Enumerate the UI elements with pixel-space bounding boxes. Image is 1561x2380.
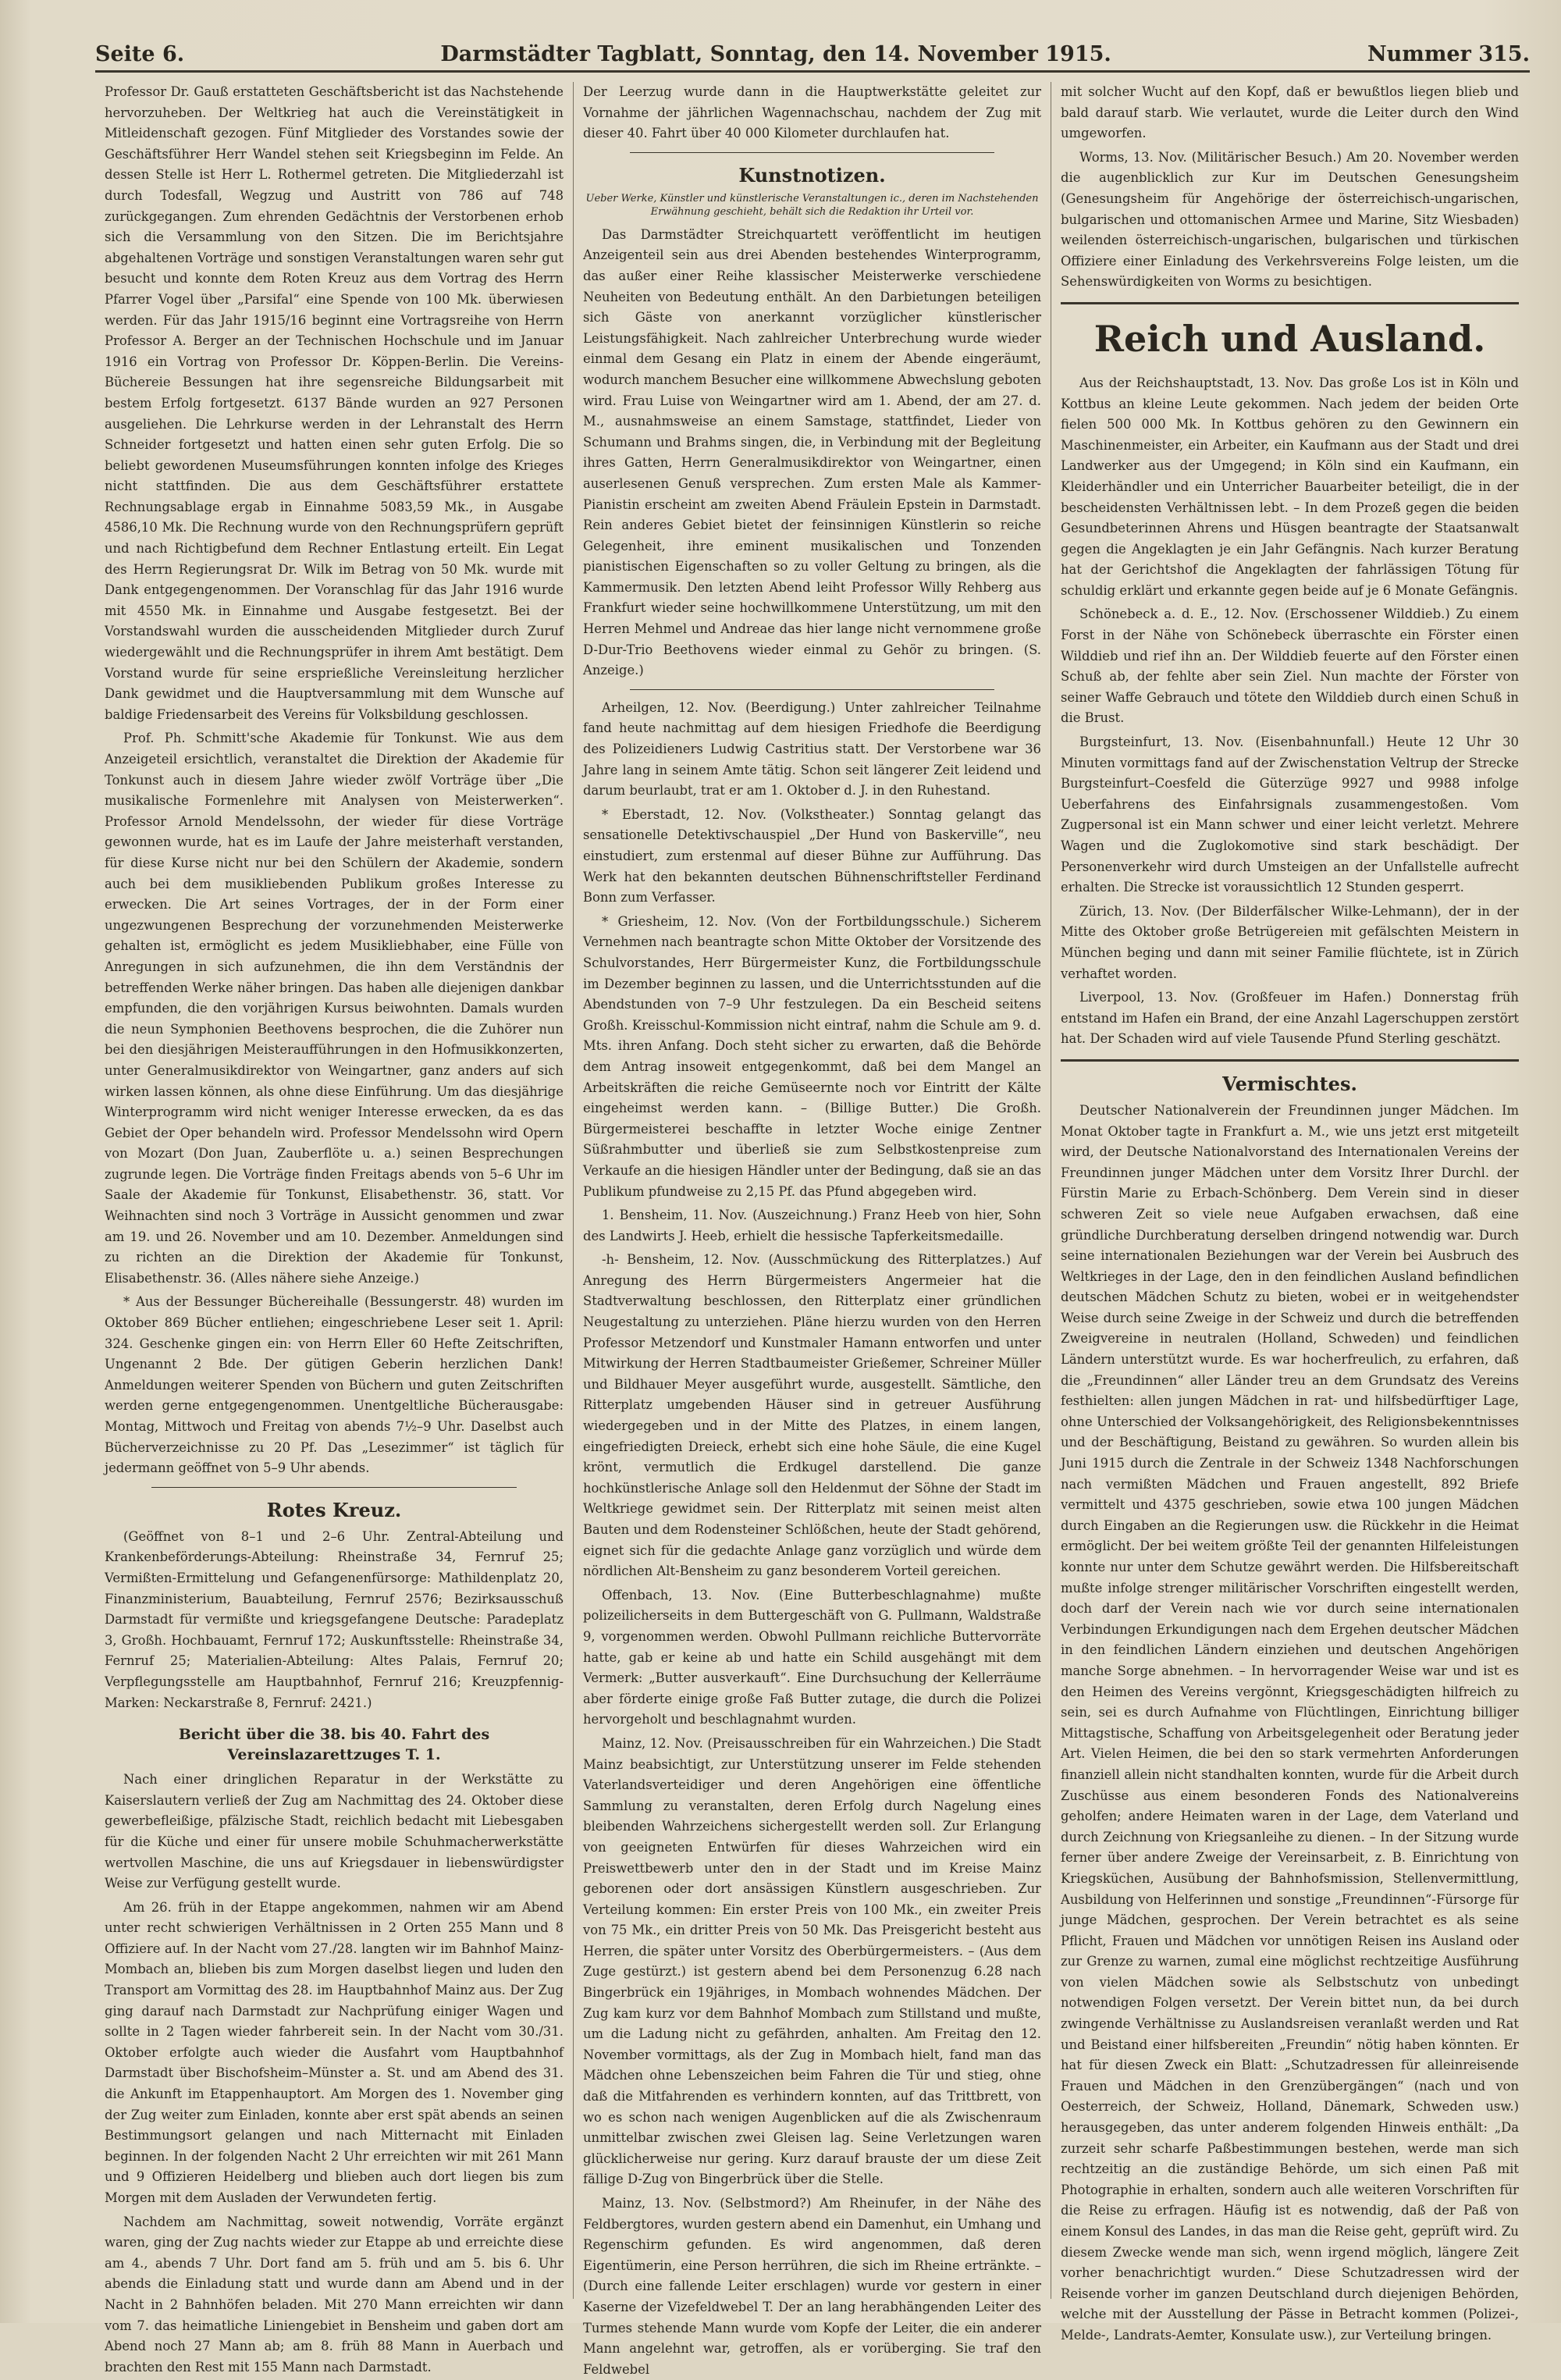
editorial-note: Ueber Werke, Künstler und künstlerische Veranstaltungen ic., deren im Nachstehenden Erwähnung geschieht, behält sich die Redaktion ihr Urteil vor. [585,192,1039,218]
article-paragraph: Professor Dr. Gauß erstatteten Geschäftsbericht ist das Nachstehende hervorzuheben. Der Weltkrieg hat auch die Vereinstätigkeit in Mitleidenschaft gezogen. Fünf Mitglieder des Vorstandes sowie der Geschäftsführer Herr Wandel stehen seit Kriegsbeginn im Felde. An dessen Stelle ist Herr L. Rothermel getreten. Die Mitgliederzahl ist durch Todesfall, Wegzug und Austritt von 786 auf 748 zurückgegangen. Zum ehrenden Gedächtnis der Verstorbenen erhob sich die Versammlung von den Sitzen. Die im Berichtsjahre abgehaltenen Vorträge und sonstigen Veranstaltungen waren sehr gut besucht und konnte dem Roten Kreuz aus dem Vortrag des Herrn Pfarrer Vogel über „Parsifal“ eine Spende von 100 Mk. überwiesen werden. Für das Jahr 1915/16 beginnt eine Vortragsreihe von Herrn Professor A. Berger an der Technischen Hochschule und im Januar 1916 ein Vortrag von Professor Dr. Köppen-Berlin. Die Vereins-Büchereie Bessungen hat ihre segensreiche Bildungsarbeit mit bestem Erfolg fortgesetzt. 6137 Bände wurden an 927 Personen ausgeliehen. Die Lehrkurse werden in der Lehranstalt des Herrn Schneider fortgesetzt und hatten einen sehr guten Erfolg. Die so beliebt gewordenen Museumsführungen konnten infolge des Krieges nicht stattfinden. Die aus dem Geschäftsführer erstattete Rechnungsablage ergab in Einnahme 5083,59 Mk., in Ausgabe 4586,10 Mk. Die Rechnung wurde von den Rechnungsprüfern geprüft und nach Richtigbefund dem Rechner Entlastung erteilt. Ein Legat des Herrn Regierungsrat Dr. Wilk im Betrag von 50 Mk. wurde mit Dank entgegengenommen. Der Voranschlag für das Jahr 1916 wurde mit 4550 Mk. in Einnahme und Ausgabe festgesetzt. Bei der Vorstandswahl wurden die ausscheidenden Mitglieder durch Zuruf wiedergewählt und die Rechnungsprüfer in ihrem Amt bestätigt. Dem Vorstand wurde für seine ersprießliche Vereinsleitung herzlicher Dank gewidmet und die Hauptversammlung mit dem Wunsche auf baldige Friedensarbeit des Vereins für Volksbildung geschlossen. [105,84,564,722]
article-paragraph: mit solcher Wucht auf den Kopf, daß er bewußtlos liegen blieb und bald darauf starb. Wie verlautet, wurde die Leiter durch den Wind umgeworfen. [1061,84,1519,141]
newspaper-title: Darmstädter Tagblatt, Sonntag, den 14. November 1915. [440,42,1111,66]
article-paragraph: (Geöffnet von 8–1 und 2–6 Uhr. Zentral-Abteilung und Krankenbeförderungs-Abteilung: Rheinstraße 34, Fernruf 25; Vermißten-Ermittelung und Gefangenenfürsorge: Mathildenplatz 20, Finanzministerium, Bauabteilung, Fernruf 2576; Bezirksausschuß Darmstadt für vermißte und kriegsgefangene Deutsche: Paradeplatz 3, Großh. Hochbauamt, Fernruf 172; Auskunftsstelle: Rheinstraße 34, Fernruf 25; Materialien-Abteilung: Altes Palais, Fernruf 20; Verpflegungsstelle am Hauptbahnhof, Fernruf 216; Kreuzpfennig-Marken: Neckarstraße 8, Fernruf: 2421.) [105,1528,564,1710]
article-paragraph: Nach einer dringlichen Reparatur in der Werkstätte zu Kaiserslautern verließ der Zug am Nachmittag des 24. Oktober diese gewerbefleißige, pfälzische Stadt, reichlich bedacht mit Liebesgaben für die Küche und einer für unsere mobile Schuhmacherwerkstätte wertvollen Maschine, die uns auf Kriegsdauer in liebenswürdigster Weise zur Verfügung gestellt wurde. [105,1772,564,1891]
section-heading-reich-und-ausland: Reich und Ausland. [1093,317,1486,360]
article-paragraph: -h- Bensheim, 12. Nov. (Ausschmückung des Ritterplatzes.) Auf Anregung des Herrn Bürgermeisters Angermeier hat die Stadtverwaltung beschlossen, den Ritterplatz einer gründlichen Neugestaltung zu unterziehen. Pläne hierzu wurden von den Herren Professor Metzendorf und Kunstmaler Hamann entworfen und unter Mitwirkung der Herren Stadtbaumeister Grießemer, Schreiner Müller und Bildhauer Meyer ausgeführt wurde, ausgestellt. Sämtliche, den Ritterplatz umgebenden Häuser sind in getreuer Ausführung wiedergegeben und in der Mitte des Platzes, in einem langen, eingefriedigten Dreieck, erhebt sich eine hohe Säule, die eine Kugel krönt, vermutlich die Erdkugel darstellend. Die ganze hochkünstlerische Anlage soll den Heldenmut der Söhne der Stadt im Weltkriege gewidmet sein. Der Ritterplatz mit seinen meist alten Bauten und dem Rodensteiner Schlößchen, heute der Stadt gehörend, eignet sich für die gedachte Anlage ganz vorzüglich und würde dem nördlichen Alt-Bensheim zu ganz besonderem Vorteil gereichen. [583,1252,1041,1579]
masthead [95,42,1530,73]
article-paragraph: Prof. Ph. Schmitt'sche Akademie für Tonkunst. Wie aus dem Anzeigeteil ersichtlich, veranstaltet die Direktion der Akademie für Tonkunst auch in diesem Jahre wieder zwölf Vorträge über „Die musikalische Formenlehre mit Analysen von Meisterwerken“. Professor Arnold Mendelssohn, der wieder für diese Vorträge gewonnen wurde, hat es im Laufe der Jahre meisterhaft verstanden, für diese Kurse nicht nur bei den Schülern der Akademie, sondern auch bei dem musikliebenden Publikum großes Interesse zu erwecken. Die Art seines Vortrages, der in der Form einer ungezwungenen Besprechung der vorzunehmenden Meisterwerke gehalten ist, ermöglicht es jedem Musikliebhaber, eine Fülle von Anregungen in sich aufzunehmen, die ihn dem Verständnis der betreffenden Werke näher bringen. Das haben alle diejenigen dankbar empfunden, die den vorjährigen Kursus beiwohnten. Damals wurden die neun Symphonien Beethovens besprochen, die die Zuhörer nun bei den diesjährigen Meisteraufführungen in den Hofmusikkonzerten, unter Generalmusikdirektor von Weingartner, ganz anders auf sich wirken lassen können, als ohne diese Einführung. Um das diesjährige Winterprogramm wird nicht weniger Interesse erwecken, da es das Gebiet der Oper behandeln wird. Professor Mendelssohn wird Opern von Mozart (Don Juan, Zauberflöte u. a.) seinen Besprechungen zugrunde legen. Die Vorträge finden Freitags abends von 5–6 Uhr im Saale der Akademie für Tonkunst, Elisabethenstr. 36, statt. Vor Weihnachten sind noch 3 Vorträge in Aussicht genommen und zwar am 19. und 26. November und am 10. Dezember. Anmeldungen sind zu richten an die Direktion der Akademie für Tonkunst, Elisabethenstr. 36. (Alles nähere siehe Anzeige.) [105,731,564,1286]
article-paragraph: Am 26. früh in der Etappe angekommen, nahmen wir am Abend unter recht schwierigen Verhältnissen in 2 Orten 255 Mann und 8 Offiziere auf. In der Nacht vom 27./28. langten wir im Bahnhof Mainz-Mombach an, blieben bis zum Morgen daselbst liegen und luden den Transport am Vormittag des 28. im Hauptbahnhof Mainz aus. Der Zug ging darauf nach Darmstadt zur Nachprüfung einiger Wagen und sollte in 2 Tagen wieder fahrbereit sein. In der Nacht vom 30./31. Oktober erfolgte auch wieder die Ausfahrt vom Hauptbahnhof Darmstadt über Bischofsheim–Münster a. St. und am Abend des 31. die Ankunft im Etappenhauptort. Am Morgen des 1. November ging der Zug weiter zum Einladen, konnte aber erst spät abends an seinen Bestimmungsort gelangen und nach Mitternacht mit Einladen beginnen. In der folgenden Nacht 2 Uhr erreichten wir mit 261 Mann und 9 Offizieren Heidelberg und blieben auch dort liegen bis zum Morgen mit dem Ausladen der Verwundeten fertig. [105,1899,564,2205]
column-3 [1051,82,1528,2343]
article-paragraph: Worms, 13. Nov. (Militärischer Besuch.) Am 20. November werden die augenblicklich zur Kur im Deutschen Genesungsheim (Genesungsheim für Angehörige der österreichisch-ungarischen, bulgarischen und ottomanischen Armee und Marine, Sitz Wiesbaden) weilenden österreichisch-ungarischen, bulgarischen und türkischen Offiziere einer Einladung des Verkehrsvereins Folge leisten, um die Sehenswürdigkeiten von Worms zu besichtigen. [1061,149,1519,290]
page-number: Seite 6. [95,42,185,66]
article-paragraph: Das Darmstädter Streichquartett veröffentlicht im heutigen Anzeigenteil sein aus drei Abenden bestehendes Winterprogramm, das außer einer Reihe klassischer Meisterwerke verschiedene Neuheiten von Bedeutung enthält. An den Darbietungen beteiligen sich Gäste von anerkannt vorzüglicher künstlerischer Leistungsfähigkeit. Nach zahlreicher Unterbrechung wurde wieder einmal dem Gesang ein Platz in einem der Abende eingeräumt, wodurch manchem Besucher eine willkommene Abwechslung geboten wird. Frau Luise von Weingartner wird am 1. Abend, der am 27. d. M., ausnahmsweise an einem Samstage, stattfindet, Lieder von Schumann und Brahms singen, die, in Verbindung mit der Begleitung ihres Gatten, Herrn Generalmusikdirektor von Weingartner, einen auserlesenen Genuß versprechen. Zum ersten Male als Kammer-Pianistin erscheint am zweiten Abend Fräulein Epstein in Darmstadt. Rein anderes Gebiet bietet der feinsinnigen Künstlerin so reiche Gelegenheit, ihre eminent musikalischen und Tonzenden pianistischen Eigenschaften so zu voller Geltung zu bringen, als die Kammermusik. Den letzten Abend leiht Professor Willy Rehberg aus Frankfurt wieder seine hochwillkommene Unterstützung, um mit den Herren Mehmel und Andreae das hier lange nicht vernommene große D-Dur-Trio Beethovens wieder einmal zu Gehör zu bringen. (S. Anzeige.) [583,226,1041,678]
divider [630,152,994,153]
article-paragraph: Deutscher Nationalverein der Freundinnen junger Mädchen. Im Monat Oktober tagte in Frankfurt a. M., wie uns jetzt erst mitgeteilt wird, der Deutsche Nationalvorstand des Internationalen Vereins der Freundinnen junger Mädchen unter dem Vorsitz Ihrer Durchl. der Fürstin Marie zu Erbach-Schönberg. Dem Verein sind in dieser schweren Zeit so viele neue Aufgaben erwachsen, daß eine gründliche Durchberatung derselben dringend notwendig war. Durch seine internationalen Beziehungen war der Verein bei Ausbruch des Weltkrieges in der Lage, den in den feindlichen Ausland befindlichen deutschen Mädchen Schutz zu bieten, wobei er in weitgehendster Weise durch seine Zweige in der Schweiz und durch die betreffenden Zweigvereine in neutralen (Holland, Schweden) und feindlichen Ländern unterstützt wurde. Es war hocherfreulich, zu erfahren, daß die „Freundinnen“ aller Länder treu an dem Grundsatz des Vereins festhielten: allen jungen Mädchen in rat- und hilfsbedürftiger Lage, ohne Unterschied der Volksangehörigkeit, des Religionsbekenntnisses und der Beschäftigung, Beistand zu gewähren. So wurden allein bis Juni 1915 durch die Zentrale in der Schweiz 1348 Nachforschungen nach vermißten Mädchen und Frauen angestellt, 892 Briefe vermittelt und 4375 geschrieben, sowie etwa 100 jungen Mädchen durch Eingaben an die Regierungen usw. die Rückkehr in die Heimat ermöglicht. Der bei weitem größte Teil der genannten Hilfeleistungen konnte nur unter dem Schutze gewährt werden. Die Hilfsbereitschaft mußte infolge strenger militärischer Vorschriften eingestellt werden, doch darf der Verein nach wie vor durch seine internationalen Verbindungen Erkundigungen nach dem Ergehen deutscher Mädchen in den feindlichen Ländern einziehen und deutschen Angehörigen manche Sorge abnehmen. – In hervorragender Weise war und ist es den Heimen des Vereins vergönnt, Kriegsgeschädigten hilfreich zu sein, sei es durch Aufnahme von Flüchtlingen, Einrichtung billiger Mittagstische, Schaffung von Arbeitsgelegenheit oder Beratung jeder Art. Vielen Heimen, die bei den so stark vermehrten Anforderungen finanziell allein nicht standhalten konnten, wurde für die Arbeit durch Zuschüsse aus einem besonderen Fonds des Nationalvereins geholfen; andere Heimaten waren in der Lage, dem Vaterland und durch Zeichnung von Kriegsanleihe zu dienen. – In der Sitzung wurde ferner über andere Zweige der Vereinsarbeit, z. B. Einrichtung von Kriegsküchen, Ausübung der Bahnhofsmission, Stellenvermittlung, Ausbildung von Helferinnen und sonstige „Freundinnen“-Fürsorge für junge Mädchen, gesprochen. Der Verein betrachtet es als seine Pflicht, Frauen und Mädchen vor unnötigen Reisen ins Ausland oder zur Grenze zu warnen, zumal eine möglichst rechtzeitige Ausführung von vielen Mädchen sowie als Selbstschutz von unbedingt notwendigen Folgen versetzt. Der Verein bittet nun, da bei durch zwingende Verhältnisse zu Auslandsreisen veranlaßt werden und Rat und Beistand einer hilfsbereiten „Freundin“ nötig haben könnten. Er hat für diesen Zweck ein Blatt: „Schutzadressen für alleinreisende Frauen und Mädchen in den Grenzübergängen“ (nach und von Oesterreich, der Schweiz, Holland, Dänemark, Schweden usw.) herausgegeben, das unter anderem folgenden Hinweis enthält: „Da zurzeit sehr scharfe Paßbestimmungen bestehen, werde man sich rechtzeitig an die zuständige Behörde, um sich einen Paß mit Photographie in erhalten, sondern auch alle weiteren Vorschriften für die Reise zu erfragen. Häufig ist es notwendig, daß der Paß von einem Konsul des Landes, in das man die Reise geht, geprüft wird. Zu diesem Zwecke wende man sich, wenn irgend möglich, längere Zeit vorher benachrichtigt wurden.“ Diese Schutzadressen wird der Reisende vorher im ganzen Deutschland durch diejenigen Behörden, welche mit der Ausstellung der Pässe in Betracht kommen (Polizei-, Melde-, Landrats-Aemter, Konsulate usw.), zur Verteilung bringen. [1061,1102,1519,2343]
article-paragraph: Mainz, 12. Nov. (Preisausschreiben für ein Wahrzeichen.) Die Stadt Mainz beabsichtigt, zur Unterstützung unserer im Felde stehenden Vaterlandsverteidiger und deren Angehörigen eine öffentliche Sammlung zu veranstalten, deren Erfolg durch Nagelung eines bleibenden Wahrzeichens sichergestellt werden soll. Zur Erlangung von geeigneten Entwürfen für dieses Wahrzeichen wird ein Preiswettbewerb unter den in der Stadt und im Kreise Mainz geborenen oder dort ansässigen Künstlern ausgeschrieben. Zur Verteilung kommen: Ein erster Preis von 100 Mk., ein zweiter Preis von 75 Mk., ein dritter Preis von 50 Mk. Das Preisgericht besteht aus Herren, die später unter Vorsitz des Oberbürgermeisters. – (Aus dem Zuge gestürzt.) ist gestern abend bei dem Personenzug 6.28 nach Bingerbrück ein 19jähriges, in Mombach wohnendes Mädchen. Der Zug kam kurz vor dem Bahnhof Mombach zum Stillstand und mußte, um die Ladung nicht zu gefährden, anhalten. Am Freitag den 12. November vormittags, als der Zug in Mombach hielt, fand man das Mädchen ohne Lebenszeichen beim Fahren die Tür und stieg, ohne daß die Mitfahrenden es verhindern konnten, auf das Trittbrett, von wo es schon nach wenigen Augenblicken auf die als Zwischenraum unmittelbar zwischen zwei Gleisen lag. Seine Verletzungen waren glücklicherweise nur gering. Kurz darauf brauste der um diese Zeit fällige D-Zug von Bingerbrück über die Stelle. [583,1735,1041,2187]
article-paragraph: Mainz, 13. Nov. (Selbstmord?) Am Rheinufer, in der Nähe des Feldbergtores, wurden gestern abend ein Damenhut, ein Umhang und Regenschirm gefunden. Es wird angenommen, daß deren Eigentümerin, eine Person herrühren, die sich im Rheine ertränkte. – (Durch eine fallende Leiter erschlagen) wurde vor gestern in einer Kaserne der Vizefeldwebel T. Der an lang herabhängenden Leiter des Turmes stehende Mann wurde vom Kopfe der Leiter, die ein anderer Mann angelehnt war, getroffen, als er vorüberging. Sie traf den Feldwebel [583,2196,1041,2377]
article-paragraph: * Aus der Bessunger Büchereihalle (Bessungerstr. 48) wurden im Oktober 869 Bücher entliehen; eingeschriebene Leser seit 1. April: 324. Geschenke gingen ein: von Herrn Eller 60 Hefte Zeitschriften, Ungenannt 2 Bde. Der gütigen Geberin herzlichen Dank! Anmeldungen weiterer Spenden von Büchern und guten Zeitschriften werden gerne entgegengenommen. Unentgeltliche Bücherausgabe: Montag, Mittwoch und Freitag von abends 7½–9 Uhr. Daselbst auch Bücherverzeichnisse zu 20 Pf. Das „Lesezimmer“ ist täglich für jedermann geöffnet von 5–9 Uhr abends. [105,1294,564,1476]
article-paragraph: Nachdem am Nachmittag, soweit notwendig, Vorräte ergänzt waren, ging der Zug nachts wieder zur Etappe ab und erreichte diese am 4., abends 7 Uhr. Dort fand am 5. früh und am 5. bis 6. Uhr abends die Einladung statt und wurde dann am Abend und in der Nacht in 2 Bahnhöfen beladen. Mit 270 Mann erreichten wir dann vom 7. das heimatliche Liniengebiet in Bensheim und gaben dort am Abend noch 27 Mann ab; am 8. früh 88 Mann in Auerbach und brachten den Rest mit 155 Mann nach Darmstadt. [105,2214,564,2375]
column-2 [573,82,1051,2377]
article-paragraph: Zürich, 13. Nov. (Der Bilderfälscher Wilke-Lehmann), der in der Mitte des Oktober große Betrügereien mit gefälschten Meistern in München beging und dann mit seiner Familie flüchtete, ist in Zürich verhaftet worden. [1061,903,1519,981]
article-paragraph: * Griesheim, 12. Nov. (Von der Fortbildungsschule.) Sicherem Vernehmen nach beantragte schon Mitte Oktober der Vorsitzende des Schulvorstandes, Herr Bürgermeister Kunz, die Fortbildungsschule im Dezember beginnen zu lassen, und die Unterrichtsstunden auf die Abendstunden von 7–9 Uhr festzulegen. Da ein Bescheid seitens Großh. Kreisschul-Kommission nicht eintraf, nahm die Schule am 9. d. Mts. ihren Anfang. Doch steht sicher zu erwarten, daß die Behörde dem Antrag insoweit entgegenkommt, daß bei dem Mangel an Arbeitskräften die reiche Gemüseernte noch vor Eintritt der Kälte eingeheimst werden kann. – (Billige Butter.) Die Großh. Bürgermeisterei beschaffte in letzter Woche einige Zentner Süßrahmbutter und überließ sie zum Selbstkostenpreise zum Verkaufe an die hiesigen Händler unter der Bedingung, daß sie an das Publikum pfundweise zu 2,15 Pf. das Pfund abgegeben wird. [583,913,1041,1199]
columns [95,82,1530,2377]
article-paragraph: Offenbach, 13. Nov. (Eine Butterbeschlagnahme) mußte polizeilicherseits in dem Buttergeschäft von G. Pullmann, Waldstraße 9, vorgenommen werden. Obwohl Pullmann reichliche Buttervorräte hatte, gab er keine ab und hatte ein Schild ausgehängt mit dem Vermerk: „Butter ausverkauft“. Eine Durchsuchung der Kellerräume aber förderte einige große Faß Butter zutage, die durch die Polizei hervorgeholt und beschlagnahmt wurden. [583,1587,1041,1727]
article-paragraph: Burgsteinfurt, 13. Nov. (Eisenbahnunfall.) Heute 12 Uhr 30 Minuten vormittags fand auf der Zwischenstation Veltrup der Strecke Burgsteinfurt–Coesfeld die Güterzüge 9927 und 9988 infolge Ueberfahrens des Einfahrsignals zusammengestoßen. Vom Zugpersonal ist ein Mann schwer und einer leicht verletzt. Mehrere Wagen und die Zuglokomotive sind stark beschädigt. Der Personenverkehr wird durch Umsteigen an der Unfallstelle aufrecht erhalten. Die Strecke ist voraussichtlich 12 Stunden gesperrt. [1061,735,1519,895]
report-heading: Bericht über die 38. bis 40. Fahrt des Vereinslazarettzuges T. 1. [178,1726,490,1764]
divider [1061,302,1519,304]
article-paragraph: Der Leerzug wurde dann in die Hauptwerkstätte geleitet zur Vornahme der jährlichen Wagennachschau, nachdem der Zug mit dieser 40. Fahrt über 40 000 Kilometer durchlaufen hat. [583,84,1041,141]
divider [151,1487,517,1488]
divider [630,689,994,690]
article-paragraph: 1. Bensheim, 11. Nov. (Auszeichnung.) Franz Heeb von hier, Sohn des Landwirts J. Heeb, erhielt die hessische Tapferkeitsmedaille. [583,1208,1041,1243]
section-heading-vermischtes: Vermischtes. [1222,1072,1357,1095]
article-paragraph: Liverpool, 13. Nov. (Großfeuer im Hafen.) Donnerstag früh entstand im Hafen ein Brand, der eine Anzahl Lagerschuppen zerstört hat. Der Schaden wird auf viele Tausende Pfund Sterling geschätzt. [1061,990,1519,1047]
divider [1061,1059,1519,1062]
article-paragraph: Aus der Reichshauptstadt, 13. Nov. Das große Los ist in Köln und Kottbus an kleine Leute gekommen. Nach jedem der beiden Orte fielen 500 000 Mk. In Kottbus gehören zu den Gewinnern ein Maschinenmeister, ein Arbeiter, ein Kaufmann aus der Stadt und drei Landwerker aus der Umgegend; in Köln sind ein Kaufmann, ein Kleiderhändler und ein Unterricher Bauarbeiter beteiligt, die in der bescheidensten Verhältnissen lebt. – In dem Prozeß gegen die beiden Gesundbeterinnen Ahrens und Hüsgen beantragte der Staatsanwalt gegen die Angeklagten je ein Jahr Gefängnis. Nach kurzer Beratung hat der Gerichtshof die Angeklagten der fahrlässigen Tötung für schuldig erklärt und erkannte gegen beide auf je 6 Monate Gefängnis. [1061,375,1519,598]
section-heading-rotes-kreuz: Rotes Kreuz. [266,1498,402,1521]
column-1 [95,82,573,2375]
issue-number: Nummer 315. [1367,42,1530,66]
article-paragraph: Arheilgen, 12. Nov. (Beerdigung.) Unter zahlreicher Teilnahme fand heute nachmittag auf dem hiesigen Friedhofe die Beerdigung des Polizeidieners Ludwig Castritius statt. Der Verstorbene war 36 Jahre lang in seinem Amte tätig. Schon seit längerer Zeit leidend und darum beurlaubt, trat er am 1. Oktober d. J. in den Ruhestand. [583,699,1041,799]
section-heading-kunstnotizen: Kunstnotizen. [738,163,886,187]
article-paragraph: Schönebeck a. d. E., 12. Nov. (Erschossener Wilddieb.) Zu einem Forst in der Nähe von Schönebeck überraschte ein Förster einen Wilddieb und rief ihn an. Der Wilddieb feuerte auf den Förster einen Schuß ab, der fehlte aber sein Ziel. Nun machte der Förster von seiner Waffe Gebrauch und tötete den Wilddieb durch einen Schuß in die Brust. [1061,607,1519,726]
article-paragraph: * Eberstadt, 12. Nov. (Volkstheater.) Sonntag gelangt das sensationelle Detektivschauspiel „Der Hund von Baskerville“, neu einstudiert, zum erstenmal auf dieser Bühne zur Aufführung. Das Werk hat den bekannten deutschen Bühnenschriftsteller Ferdinand Bonn zum Verfasser. [583,806,1041,905]
